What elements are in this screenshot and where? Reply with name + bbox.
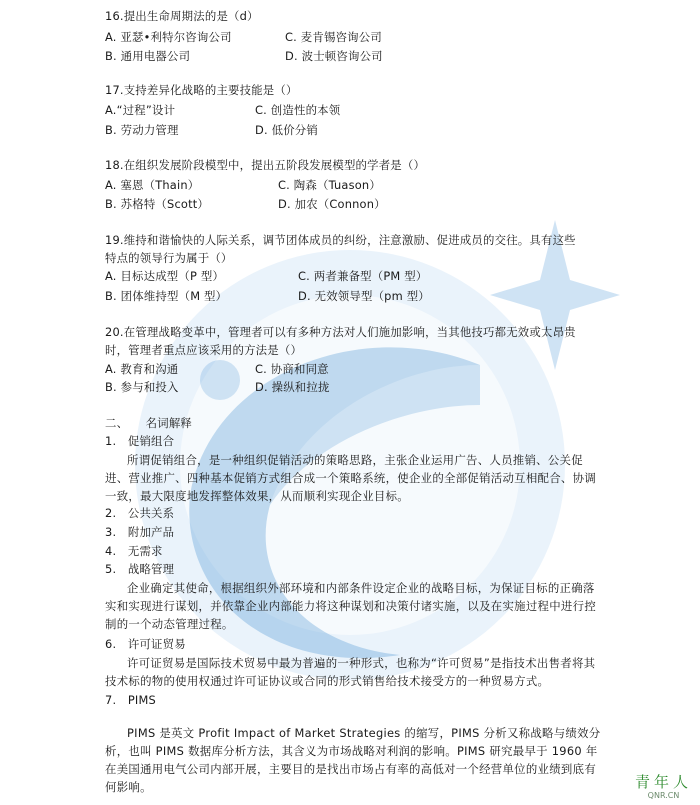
option-b: B. 苏格特（Scott）: [105, 197, 210, 211]
option-d: D. 低价分销: [255, 123, 318, 137]
question-stem-line: 20.在管理战略变革中，管理者可以有多种方法对人们施加影响，当其他技巧都无效或太昂贵: [105, 325, 576, 339]
option-b: B. 团体维持型（M 型）: [105, 289, 228, 303]
option-b: B. 通用电器公司: [105, 49, 191, 63]
logo-name: 青年人: [634, 773, 692, 791]
option-d: D. 无效领导型（pm 型）: [298, 289, 430, 303]
option-c: C. 陶森（Tuason）: [278, 178, 381, 192]
option-c: C. 协商和同意: [255, 362, 329, 376]
option-d: D. 操纵和拉拢: [255, 380, 330, 394]
term-definition: 企业确定其使命，根据组织外部环境和内部条件设定企业的战略目标，为保证目标的正确落实和实现进行谋划，并依靠企业内部能力将这种谋划和决策付诸实施，以及在实施过程中进行控制的一个动态管理过程。: [105, 581, 597, 631]
option-c: C. 两者兼备型（PM 型）: [298, 269, 428, 283]
option-a: A. 塞恩（Thain）: [105, 178, 200, 192]
option-d: D. 波士顿咨询公司: [285, 49, 383, 63]
option-a: A. 亚瑟•利特尔咨询公司: [105, 30, 232, 44]
option-a: A. 教育和沟通: [105, 362, 179, 376]
question-stem-line: 19.维持和谐愉快的人际关系，调节团体成员的纠纷，注意激励、促进成员的交往。具有这些: [105, 233, 576, 247]
section-heading: 二、 名词解释: [105, 416, 193, 430]
site-logo: [635, 773, 692, 801]
question-stem-line: 特点的领导行为属于（）: [105, 251, 233, 265]
option-a: A. 目标达成型（P 型）: [105, 269, 225, 283]
term-label: 2. 公共关系: [105, 506, 175, 520]
option-a: A.“过程”设计: [105, 103, 176, 117]
term-label: 1. 促销组合: [105, 434, 175, 448]
term-definition: 许可证贸易是国际技术贸易中最为普遍的一种形式，也称为“许可贸易”是指技术出售者将其技术标的物的使用权通过许可证协议或合同的形式销售给技术接受方的一种贸易方式。: [105, 656, 596, 688]
question-stem: 16.提出生命周期法的是（d）: [105, 9, 259, 23]
option-c: C. 麦肯锡咨询公司: [285, 30, 382, 44]
term-definition: 所谓促销组合，是一种组织促销活动的策略思路，主张企业运用广告、人员推销、公关促进、营业推广、四种基本促销方式组合成一个策略系统，使企业的全部促销活动互相配合、协调一致，最大限度地发挥整体效果，从而顺利实现企业目标。: [105, 453, 597, 503]
term-label: 6. 许可证贸易: [105, 637, 186, 651]
option-c: C. 创造性的本领: [255, 103, 341, 117]
term-label: 5. 战略管理: [105, 562, 175, 576]
question-stem-line: 时，管理者重点应该采用的方法是（）: [105, 343, 303, 357]
option-b: B. 参与和投入: [105, 380, 179, 394]
term-label: 7. PIMS: [105, 693, 156, 707]
question-stem: 18.在组织发展阶段模型中，提出五阶段发展模型的学者是（）: [105, 158, 426, 172]
term-label: 4. 无需求: [105, 544, 163, 558]
option-d: D. 加农（Connon）: [278, 197, 386, 211]
term-definition: PIMS 是英文 Profit Impact of Market Strategies 的缩写，PIMS 分析又称战略与绩效分析，也叫 PIMS 数据库分析方法，其含义为市场战略对利润的影响。PIMS 研究最早于 1960 年在美国通用电气公司内部开展，主要目的是找出市场占有率的高低对一个经营单位的业绩到底有何影响。: [105, 726, 601, 794]
option-b: B. 劳动力管理: [105, 123, 179, 137]
term-label: 3. 附加产品: [105, 525, 175, 539]
logo-domain: QNR.CN: [647, 791, 680, 800]
question-stem: 17.支持差异化战略的主要技能是（）: [105, 83, 298, 97]
